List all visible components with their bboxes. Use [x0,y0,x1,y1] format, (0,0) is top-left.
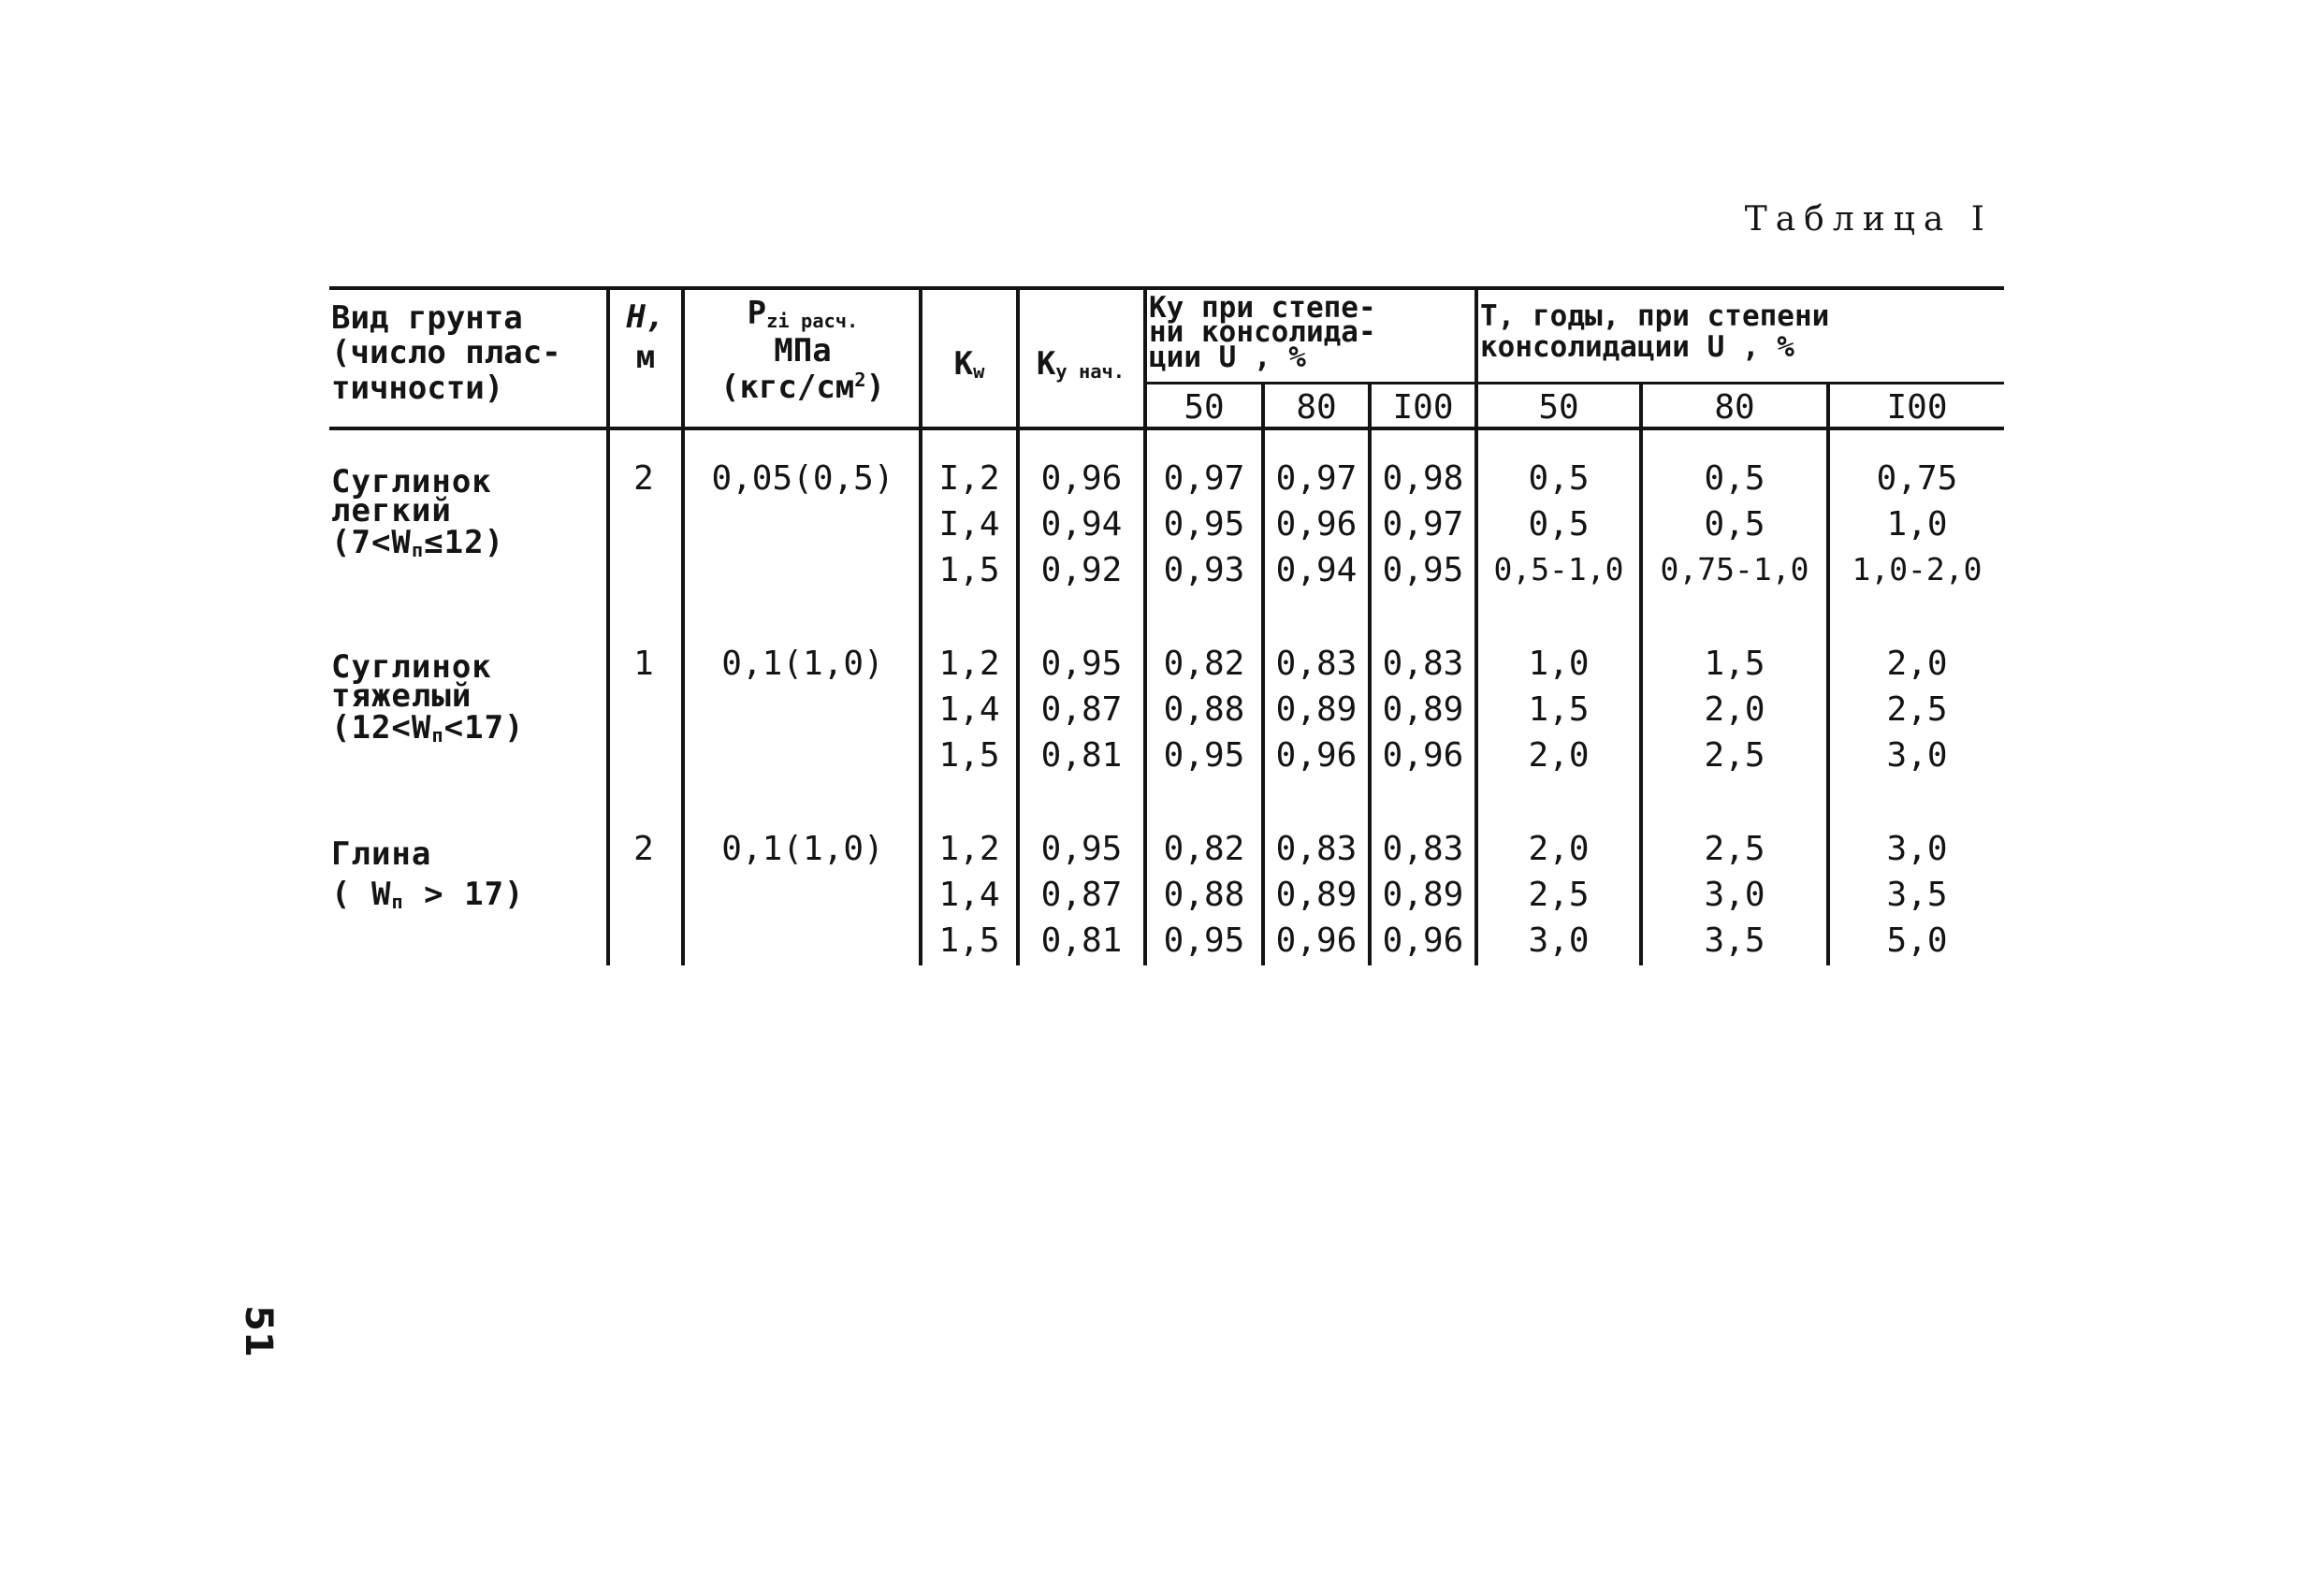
degree-ky-50: 50 [1184,388,1225,427]
ky-value: 0,89 [1382,876,1464,914]
t-value: 0,75 [1876,459,1958,498]
t-value: 0,5 [1704,505,1765,544]
ky-initial-value: 0,81 [1040,736,1123,775]
header-soil-type: Вид грунта (число плас- тичности) [331,299,561,407]
ky-value: 0,83 [1275,830,1358,868]
page-number: 51 [236,1305,280,1357]
t-value: 3,5 [1886,876,1948,914]
ky-value: 0,95 [1163,736,1245,775]
kw-value: 1,5 [938,921,1000,960]
ky-initial-value: 0,96 [1040,459,1123,498]
soil-name: Суглинок легкий $(7<W_п\le 12)$ [331,463,505,562]
t-value: 1,0 [1886,505,1948,544]
ky-value: 0,96 [1275,736,1358,775]
pressure-value: 0,1(1,0) [721,830,884,868]
t-value: 3,0 [1528,921,1590,960]
ky-value: 0,83 [1275,645,1358,683]
ky-initial-value: 0,87 [1040,876,1123,914]
ky-value: 0,98 [1382,459,1464,498]
kw-value: 1,4 [938,690,1000,729]
header-bottom-rule [329,427,2004,430]
ky-value: 0,97 [1163,459,1245,498]
kw-value: 1,2 [938,645,1000,683]
degree-t-50: 50 [1538,388,1579,427]
soil-name: Глина ( $W_п > 17$) [331,835,525,913]
t-value: 1,0 [1528,645,1590,683]
kw-value: I,4 [938,505,1000,544]
t-value: 0,5-1,0 [1493,551,1624,587]
depth-value: 2 [633,459,654,498]
header-ky-group: Kу при степе- ни консолида- ции U , % [1149,291,1376,374]
subheader-rule [1143,382,2004,384]
ky-value: 0,96 [1275,505,1358,544]
depth-value: 2 [633,830,654,868]
ky-initial-value: 0,92 [1040,551,1123,589]
ky-value: 0,96 [1275,921,1358,960]
ky-value: 0,95 [1163,505,1245,544]
ky-value: 0,82 [1163,830,1245,868]
t-value: 2,5 [1886,690,1948,729]
t-value: 3,0 [1886,736,1948,775]
t-value: 3,0 [1886,830,1948,868]
t-value: 2,0 [1528,830,1590,868]
header-pressure: $P_{zi расч.}$ МПа $(кгс/см^2)$ [719,295,886,406]
kw-value: 1,2 [938,830,1000,868]
ky-value: 0,89 [1382,690,1464,729]
ky-initial-value: 0,94 [1040,505,1123,544]
ky-value: 0,97 [1382,505,1464,544]
ky-value: 0,96 [1382,736,1464,775]
table-caption: Таблица I [1744,200,1993,239]
ky-value: 0,97 [1275,459,1358,498]
t-value: 0,75-1,0 [1660,551,1809,587]
t-value: 2,0 [1528,736,1590,775]
kw-value: I,2 [938,459,1000,498]
header-depth: H, м [626,298,665,376]
header-ky-initial: $K_{у нач.}$ [1036,345,1126,384]
ky-value: 0,93 [1163,551,1245,589]
t-value: 2,0 [1704,690,1765,729]
kw-value: 1,5 [938,551,1000,589]
header-kw: $K_w$ [953,345,985,384]
soil-name: Суглинок тяжелый $(12<W_п<17)$ [331,648,525,747]
ky-initial-value: 0,95 [1040,645,1123,683]
ky-initial-value: 0,81 [1040,921,1123,960]
kw-value: 1,5 [938,736,1000,775]
pressure-value: 0,05(0,5) [711,459,894,498]
degree-t-80: 80 [1714,388,1755,427]
t-value: 3,5 [1704,921,1765,960]
ky-value: 0,82 [1163,645,1245,683]
header-t-group: T, годы, при степени консолидации U , % [1480,299,1830,364]
ky-value: 0,88 [1163,876,1245,914]
degree-ky-100: I00 [1392,388,1454,427]
ky-value: 0,88 [1163,690,1245,729]
t-value: 0,5 [1528,505,1590,544]
t-value: 3,0 [1704,876,1765,914]
t-value: 0,5 [1704,459,1765,498]
t-value: 2,5 [1704,736,1765,775]
t-value: 1,5 [1704,645,1765,683]
ky-value: 0,95 [1163,921,1245,960]
ky-value: 0,95 [1382,551,1464,589]
ky-initial-value: 0,87 [1040,690,1123,729]
table-top-rule [329,286,2004,290]
ky-initial-value: 0,95 [1040,830,1123,868]
t-value: 1,0-2,0 [1852,551,1983,587]
ky-value: 0,89 [1275,876,1358,914]
t-value: 2,0 [1886,645,1948,683]
t-value: 0,5 [1528,459,1590,498]
t-value: 5,0 [1886,921,1948,960]
t-value: 2,5 [1528,876,1590,914]
ky-value: 0,83 [1382,645,1464,683]
t-value: 2,5 [1704,830,1765,868]
ky-value: 0,89 [1275,690,1358,729]
ky-value: 0,94 [1275,551,1358,589]
kw-value: 1,4 [938,876,1000,914]
depth-value: 1 [633,645,654,683]
t-value: 1,5 [1528,690,1590,729]
degree-t-100: I00 [1886,388,1948,427]
ky-value: 0,83 [1382,830,1464,868]
ky-value: 0,96 [1382,921,1464,960]
degree-ky-80: 80 [1296,388,1337,427]
pressure-value: 0,1(1,0) [721,645,884,683]
